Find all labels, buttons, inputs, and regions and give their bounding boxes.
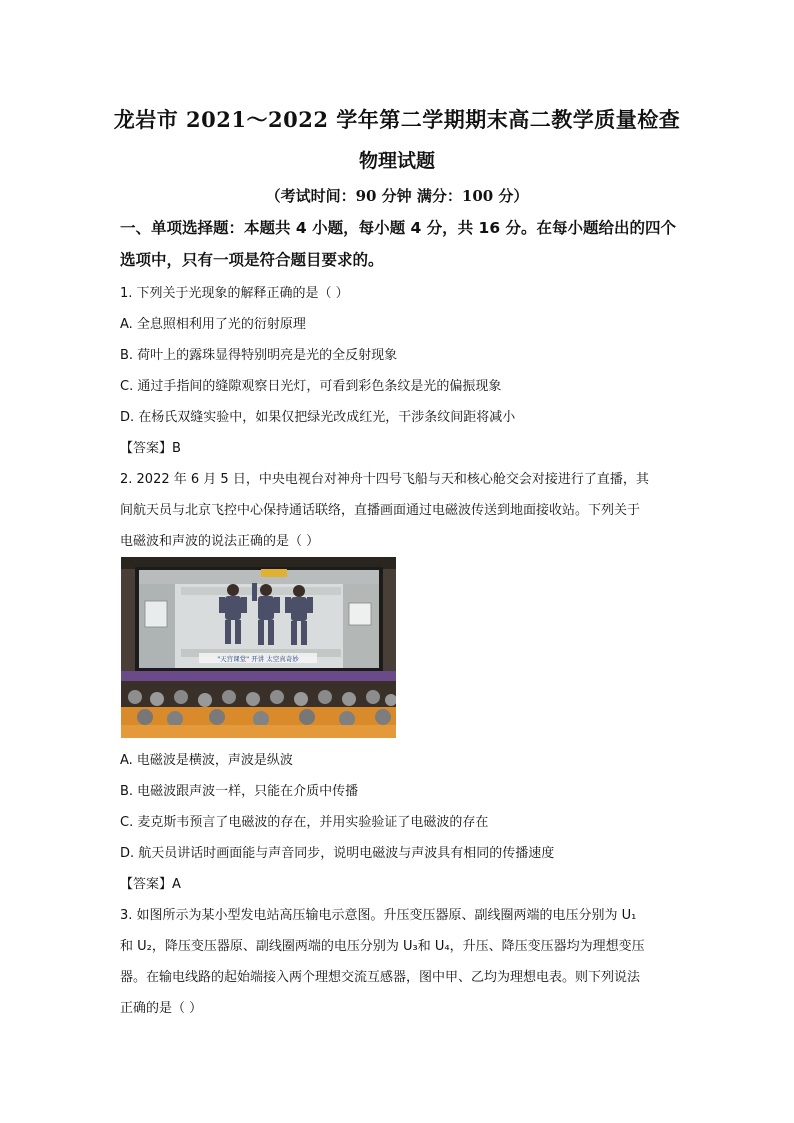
- q3-stem-line-1: 3. 如图所示为某小型发电站高压输电示意图。升压变压器原、副线圈两端的电压分别为 U₁: [120, 908, 637, 923]
- q2-stem-line-3: 电磁波和声波的说法正确的是（ ）: [120, 534, 320, 549]
- q2-option-c: C. 麦克斯韦预言了电磁波的存在，并用实验验证了电磁波的存在: [120, 815, 489, 830]
- q2-option-d: D. 航天员讲话时画面能与声音同步，说明电磁波与声波具有相同的传播速度: [120, 846, 555, 861]
- q1-option-b: B. 荷叶上的露珠显得特别明亮是光的全反射现象: [120, 348, 398, 363]
- section-heading-line-2: 选项中，只有一项是符合题目要求的。: [120, 251, 384, 269]
- broadcast-photo: [121, 557, 396, 738]
- q1-option-d: D. 在杨氏双缝实验中，如果仅把绿光改成红光，干涉条纹间距将减小: [120, 410, 516, 425]
- q3-stem-line-3: 器。在输电线路的起始端接入两个理想交流互感器，图中甲、乙均为理想电表。则下列说法: [120, 970, 641, 985]
- q2-stem-line-2: 间航天员与北京飞控中心保持通话联络，直播画面通过电磁波传送到地面接收站。下列关于: [120, 503, 641, 518]
- q1-stem: 1. 下列关于光现象的解释正确的是（ ）: [120, 286, 349, 301]
- exam-info: （考试时间：90 分钟 满分：100 分）: [265, 187, 529, 205]
- q1-answer: 【答案】B: [120, 441, 181, 456]
- q1-option-c: C. 通过手指间的缝隙观察日光灯，可看到彩色条纹是光的偏振现象: [120, 379, 502, 394]
- photo-caption: "天宫课堂" 开讲 太空真奇妙: [217, 655, 299, 663]
- q3-stem-line-4: 正确的是（ ）: [120, 1001, 203, 1016]
- q1-option-a: A. 全息照相利用了光的衍射原理: [120, 317, 306, 332]
- section-heading-line-1: 一、单项选择题：本题共 4 小题，每小题 4 分，共 16 分。在每小题给出的四个: [120, 219, 677, 237]
- q2-option-a: A. 电磁波是横波，声波是纵波: [120, 753, 293, 768]
- q2-option-b: B. 电磁波跟声波一样，只能在介质中传播: [120, 784, 359, 799]
- exam-title: 龙岩市 2021～2022 学年第二学期期末高二教学质量检查: [113, 107, 681, 132]
- exam-subtitle: 物理试题: [358, 150, 435, 172]
- q3-stem-line-2: 和 U₂，降压变压器原、副线圈两端的电压分别为 U₃和 U₄，升压、降压变压器均为理想变压: [120, 939, 645, 954]
- q2-answer: 【答案】A: [120, 877, 181, 892]
- q2-stem-line-1: 2. 2022 年 6 月 5 日，中央电视台对神舟十四号飞船与天和核心舱交会对接进行了直播，其: [120, 472, 649, 487]
